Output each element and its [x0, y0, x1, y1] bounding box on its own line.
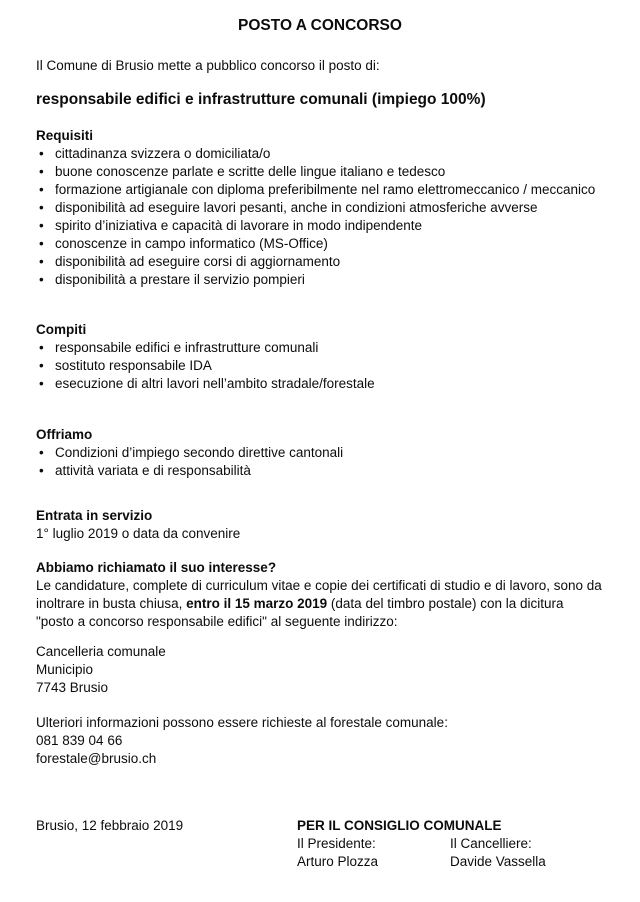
- requisiti-list: [36, 145, 604, 289]
- section-offriamo: [36, 426, 604, 480]
- position-title: responsabile edifici e infrastrutture comunali (impiego 100%): [36, 91, 486, 108]
- offriamo-list: [36, 444, 604, 480]
- compiti-heading: Compiti: [36, 322, 87, 337]
- requisiti-heading: Requisiti: [36, 128, 94, 143]
- list-item: • buone conoscenze parlate e scritte delle lingue italiano e tedesco: [36, 163, 604, 181]
- footer-place-date: Brusio, 12 febbraio 2019: [36, 818, 184, 833]
- address-line: 7743 Brusio: [36, 680, 109, 695]
- address-block: [36, 643, 604, 697]
- section-requisiti: [36, 127, 604, 289]
- president-name: Arturo Plozza: [297, 854, 379, 869]
- document-title: POSTO A CONCORSO: [238, 17, 402, 34]
- list-item: • disponibilità ad eseguire lavori pesanti, anche in condizioni atmosferiche avverse: [36, 199, 604, 217]
- section-interesse: [36, 559, 604, 631]
- signature-names-row: [297, 853, 607, 871]
- info-line: Ulteriori informazioni possono essere richieste al forestale comunale:: [36, 715, 448, 730]
- signature-labels-row: [297, 835, 607, 853]
- list-item: • spirito d’iniziativa e capacità di lavorare in modo indipendente: [36, 217, 604, 235]
- address-line: Municipio: [36, 662, 94, 677]
- list-item: • attività variata e di responsabilità: [36, 462, 604, 480]
- interesse-text-after: (data del timbro postale) con la dicitura "posto a concorso responsabile edifici" al seguente indirizzo:: [36, 596, 564, 629]
- intro-paragraph: Il Comune di Brusio mette a pubblico concorso il posto di:: [36, 58, 380, 73]
- chancellor-label: Il Cancelliere:: [450, 836, 532, 851]
- list-item: • Condizioni d’impiego secondo direttive cantonali: [36, 444, 604, 462]
- offriamo-heading: Offriamo: [36, 427, 93, 442]
- president-label: Il Presidente:: [297, 836, 376, 851]
- section-compiti: [36, 321, 604, 393]
- list-item: • esecuzione di altri lavori nell’ambito stradale/forestale: [36, 375, 604, 393]
- interesse-deadline: entro il 15 marzo 2019: [186, 596, 328, 611]
- list-item: • cittadinanza svizzera o domiciliata/o: [36, 145, 604, 163]
- entrata-heading: Entrata in servizio: [36, 508, 153, 523]
- list-item: • responsabile edifici e infrastrutture comunali: [36, 339, 604, 357]
- compiti-list: [36, 339, 604, 393]
- list-item: • disponibilità ad eseguire corsi di aggiornamento: [36, 253, 604, 271]
- signature-heading: PER IL CONSIGLIO COMUNALE: [297, 818, 502, 833]
- email-address: forestale@brusio.ch: [36, 751, 157, 766]
- signature-block: [297, 817, 607, 871]
- phone-number: 081 839 04 66: [36, 733, 123, 748]
- interesse-heading: Abbiamo richiamato il suo interesse?: [36, 560, 277, 575]
- entrata-text: 1° luglio 2019 o data da convenire: [36, 526, 241, 541]
- address-line: Cancelleria comunale: [36, 644, 166, 659]
- list-item: • sostituto responsabile IDA: [36, 357, 604, 375]
- section-entrata-in-servizio: [36, 507, 604, 543]
- interesse-paragraph: [36, 577, 604, 631]
- chancellor-name: Davide Vassella: [450, 854, 546, 869]
- interesse-text-before: Le candidature, complete di curriculum vitae e copie dei certificati di studio e di lavoro, sono da inoltrare in busta chiusa,: [36, 578, 602, 611]
- list-item: • disponibilità a prestare il servizio pompieri: [36, 271, 604, 289]
- contact-info-block: [36, 714, 604, 768]
- list-item: • formazione artigianale con diploma preferibilmente nel ramo elettromeccanico / meccanico: [36, 181, 604, 199]
- list-item: • conoscenze in campo informatico (MS-Office): [36, 235, 604, 253]
